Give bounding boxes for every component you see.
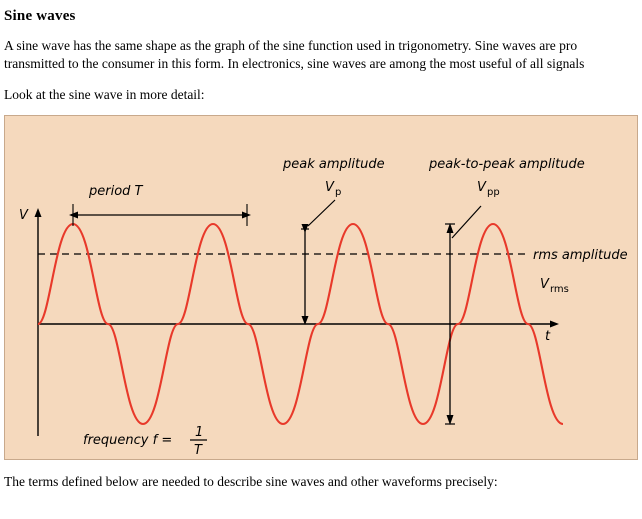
rms-symbol-subscript: rms	[550, 284, 569, 295]
y-axis-arrow	[35, 208, 42, 217]
x-axis-arrow	[550, 321, 559, 328]
peak-amplitude-label: peak amplitude	[283, 157, 385, 172]
period-label: period T	[89, 184, 143, 199]
pp-symbol: V	[477, 180, 486, 195]
frequency-label: frequency f =	[83, 433, 173, 448]
intro-paragraph-line-2: transmitted to the consumer in this form. In electronics, sine waves are among the most useful of all signals	[4, 56, 585, 71]
y-axis-label: V	[19, 208, 28, 223]
peak-symbol: V	[325, 180, 334, 195]
rms-symbol: V	[540, 277, 549, 292]
pp-symbol-subscript: pp	[487, 187, 500, 198]
peak-label-leader	[308, 200, 335, 226]
closing-paragraph: The terms defined below are needed to describe sine waves and other waveforms precisely:	[4, 474, 498, 489]
peak-symbol-subscript: p	[335, 187, 342, 198]
detail-lead-in: Look at the sine wave in more detail:	[4, 87, 205, 102]
figure-wrapper	[4, 115, 642, 460]
peak-to-peak-amplitude-label: peak-to-peak amplitude	[429, 157, 585, 172]
page-root	[0, 8, 642, 519]
page-title: Sine waves	[4, 8, 76, 24]
pp-label-leader	[452, 206, 481, 238]
frequency-denominator: T	[194, 443, 202, 458]
intro-paragraph-line-1: A sine wave has the same shape as the graph of the sine function used in trigonometry. Sine waves are pro	[4, 38, 578, 53]
rms-amplitude-label: rms amplitude	[533, 248, 628, 263]
x-axis-label: t	[545, 329, 551, 344]
sine-wave-figure	[4, 115, 638, 460]
frequency-numerator: 1	[195, 425, 204, 440]
